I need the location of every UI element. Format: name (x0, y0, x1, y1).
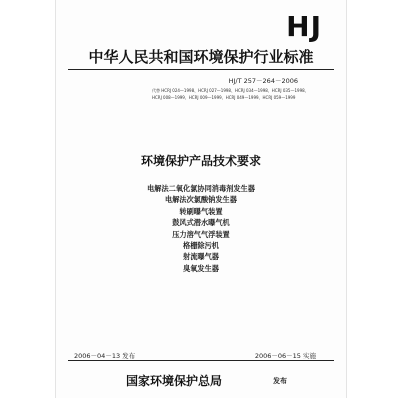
hj-logo: HJ (286, 10, 322, 43)
product-item: 鼓风式潜水曝气机 (172, 218, 230, 228)
replaces-note (152, 87, 332, 101)
product-item: 格栅除污机 (183, 241, 219, 251)
document-cover (55, 0, 347, 398)
product-item: 臭氧发生器 (183, 263, 219, 273)
product-item: 转刷曝气装置 (179, 206, 223, 216)
standard-code: HJ/T 257－264－2006 (228, 77, 298, 85)
issue-date: 2006－04－13 发布 (74, 352, 136, 360)
product-item: 压力溶气气浮装置 (172, 229, 230, 239)
product-item: 电解法二氧化氯协同消毒剂发生器 (147, 184, 255, 193)
replaces-line: HCRJ 008—1999、HCRJ 009—1999、HCRJ 049—1999、HCRJ 059—1999 (152, 95, 296, 100)
product-list (56, 183, 346, 274)
implementation-date: 2006－06－15 实施 (254, 352, 316, 360)
document-title: 环境保护产品技术要求 (140, 154, 261, 168)
footer-rule (68, 360, 334, 361)
standard-category-title: 中华人民共和国环境保护行业标准 (88, 48, 314, 66)
header-rule (68, 69, 334, 70)
publisher-name: 国家环境保护总局 (126, 374, 223, 388)
product-item: 电解法次氯酸钠发生器 (165, 195, 237, 205)
publish-label: 发布 (273, 377, 287, 385)
replaces-line: 代替 HCRJ 024—1998、HCRJ 027—1998、HCRJ 034—1998、HCRJ 035—1998、 (152, 88, 309, 93)
product-item: 射流曝气器 (183, 252, 219, 262)
